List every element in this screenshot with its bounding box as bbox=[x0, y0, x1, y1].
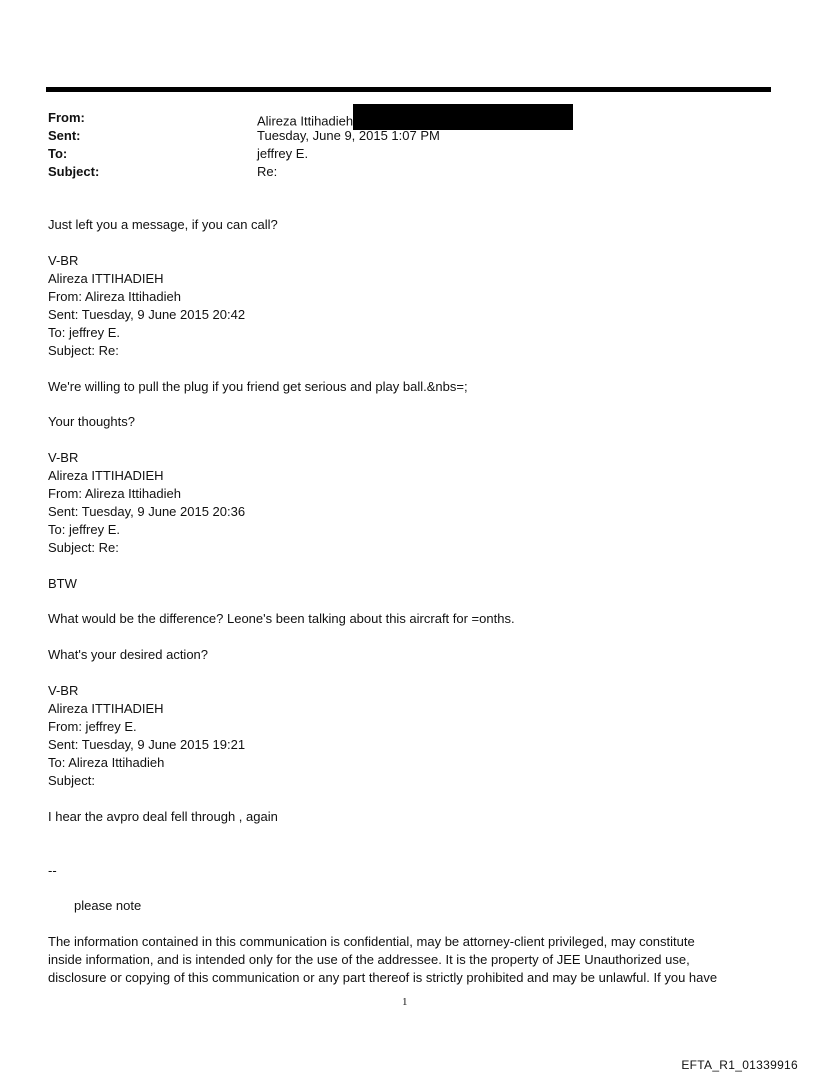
subject-value: Re: bbox=[257, 164, 278, 179]
body-line: To: jeffrey E. bbox=[48, 522, 121, 537]
body-line: To: jeffrey E. bbox=[48, 325, 121, 340]
document-id: EFTA_R1_01339916 bbox=[681, 1058, 798, 1072]
body-line: V-BR bbox=[48, 450, 79, 465]
body-line: please note bbox=[74, 898, 142, 913]
body-line: Subject: Re: bbox=[48, 540, 119, 555]
body-line: Subject: bbox=[48, 773, 95, 788]
body-line: Just left you a message, if you can call? bbox=[48, 217, 278, 232]
body-line: From: Alireza Ittihadieh bbox=[48, 289, 181, 304]
body-line: From: Alireza Ittihadieh bbox=[48, 486, 181, 501]
from-value: Alireza Ittihadieh bbox=[257, 109, 573, 135]
to-value: jeffrey E. bbox=[257, 146, 309, 161]
to-label: To: bbox=[48, 146, 68, 161]
body-line: Sent: Tuesday, 9 June 2015 20:42 bbox=[48, 307, 246, 322]
page-number: 1 bbox=[402, 996, 408, 1008]
body-line: To: Alireza Ittihadieh bbox=[48, 755, 165, 770]
sent-value: Tuesday, June 9, 2015 1:07 PM bbox=[257, 128, 440, 143]
body-line: We're willing to pull the plug if you friend get serious and play ball.&nbs=; bbox=[48, 379, 468, 394]
body-line: From: jeffrey E. bbox=[48, 719, 137, 734]
body-line: V-BR bbox=[48, 253, 79, 268]
subject-label: Subject: bbox=[48, 164, 100, 179]
body-line: disclosure or copying of this communication or any part thereof is strictly prohibited and may be unlawful. If you have bbox=[48, 970, 718, 985]
body-line: Alireza ITTIHADIEH bbox=[48, 701, 164, 716]
body-line: Subject: Re: bbox=[48, 343, 119, 358]
body-line: What's your desired action? bbox=[48, 647, 209, 662]
body-line: Alireza ITTIHADIEH bbox=[48, 468, 164, 483]
body-line: What would be the difference? Leone's been talking about this aircraft for =onths. bbox=[48, 611, 515, 626]
body-line: V-BR bbox=[48, 683, 79, 698]
body-line: Sent: Tuesday, 9 June 2015 20:36 bbox=[48, 504, 246, 519]
body-line: BTW bbox=[48, 576, 77, 591]
body-line: Your thoughts? bbox=[48, 414, 135, 429]
body-line: Sent: Tuesday, 9 June 2015 19:21 bbox=[48, 737, 246, 752]
body-line: I hear the avpro deal fell through , again bbox=[48, 809, 278, 824]
sent-label: Sent: bbox=[48, 128, 81, 143]
body-line: -- bbox=[48, 863, 57, 878]
body-line: Alireza ITTIHADIEH bbox=[48, 271, 164, 286]
body-line: The information contained in this communication is confidential, may be attorney-client privileged, may constitute bbox=[48, 934, 695, 949]
from-label: From: bbox=[48, 110, 85, 125]
body-line: inside information, and is intended only for the use of the addressee. It is the property of JEE Unauthorized use, bbox=[48, 952, 690, 967]
header-divider bbox=[46, 87, 771, 92]
